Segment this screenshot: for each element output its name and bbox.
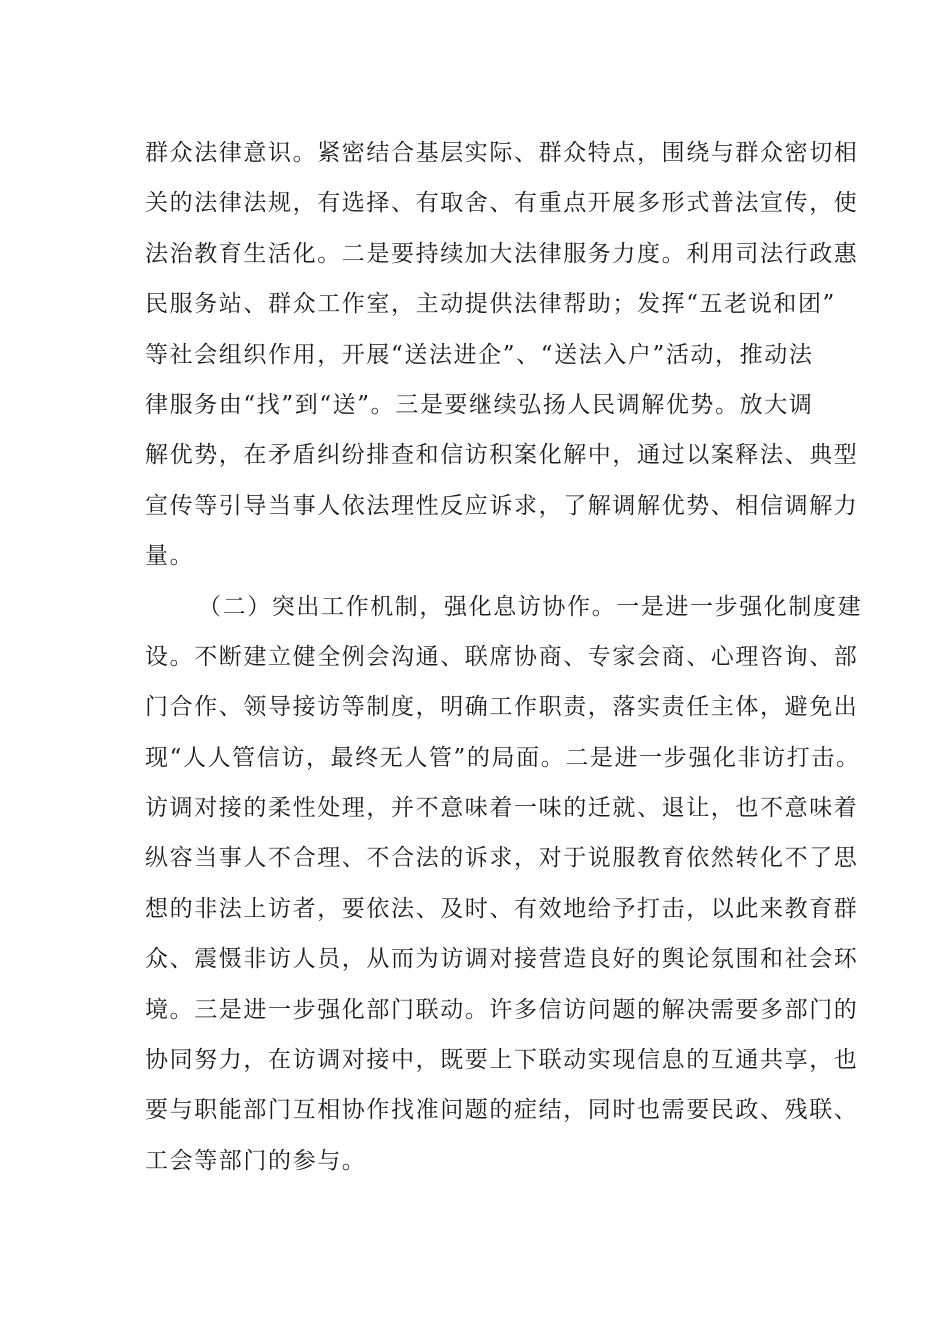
section-heading-line: （二）突出工作机制，强化息访协作。一是进一步强化制度建: [198, 593, 863, 620]
text-line: 现“人人管信访，最终无人管”的局面。二是进一步强化非访打击。: [145, 744, 861, 771]
text-line: 宣传等引导当事人依法理性反应诉求，了解调解优势、相信调解力: [145, 492, 859, 519]
text-line: 律服务由“找”到“送”。三是要继续弘扬人民调解优势。放大调: [145, 391, 814, 418]
text-line: 要与职能部门互相协作找准问题的症结，同时也需要民政、残联、: [145, 1097, 859, 1124]
text-line: 设。不断建立健全例会沟通、联席协商、专家会商、心理咨询、部: [145, 643, 859, 670]
text-line: 门合作、领导接访等制度，明确工作职责，落实责任主体，避免出: [145, 694, 859, 721]
document-body: [145, 128, 863, 1186]
text-line: 工会等部门的参与。: [145, 1147, 367, 1174]
text-line: 关的法律法规，有选择、有取舍、有重点开展多形式普法宣传，使: [145, 190, 859, 217]
text-line: 等社会组织作用，开展“送法进企”、“送法入户”活动，推动法: [145, 341, 814, 368]
text-line: 访调对接的柔性处理，并不意味着一味的迁就、退让，也不意味着: [145, 795, 859, 822]
text-line: 境。三是进一步强化部门联动。许多信访问题的解决需要多部门的: [145, 996, 859, 1023]
text-line: 纵容当事人不合理、不合法的诉求，对于说服教育依然转化不了思: [145, 845, 859, 872]
text-line: 众、震慑非访人员，从而为访调对接营造良好的舆论氛围和社会环: [145, 946, 859, 973]
text-line: 民服务站、群众工作室，主动提供法律帮助；发挥“五老说和团”: [145, 291, 836, 318]
text-line: 想的非法上访者，要依法、及时、有效地给予打击，以此来教育群: [145, 895, 859, 922]
text-line: 量。: [145, 543, 195, 570]
text-line: 解优势，在矛盾纠纷排查和信访积案化解中，通过以案释法、典型: [145, 442, 859, 469]
text-line: 协同努力，在访调对接中，既要上下联动实现信息的互通共享，也: [145, 1047, 859, 1074]
paragraph-legal-services: [145, 128, 859, 582]
text-line: 法治教育生活化。二是要持续加大法律服务力度。利用司法行政惠: [145, 240, 859, 267]
paragraph-work-mechanism: [145, 582, 863, 1187]
text-line: 群众法律意识。紧密结合基层实际、群众特点，围绕与群众密切相: [145, 140, 859, 166]
